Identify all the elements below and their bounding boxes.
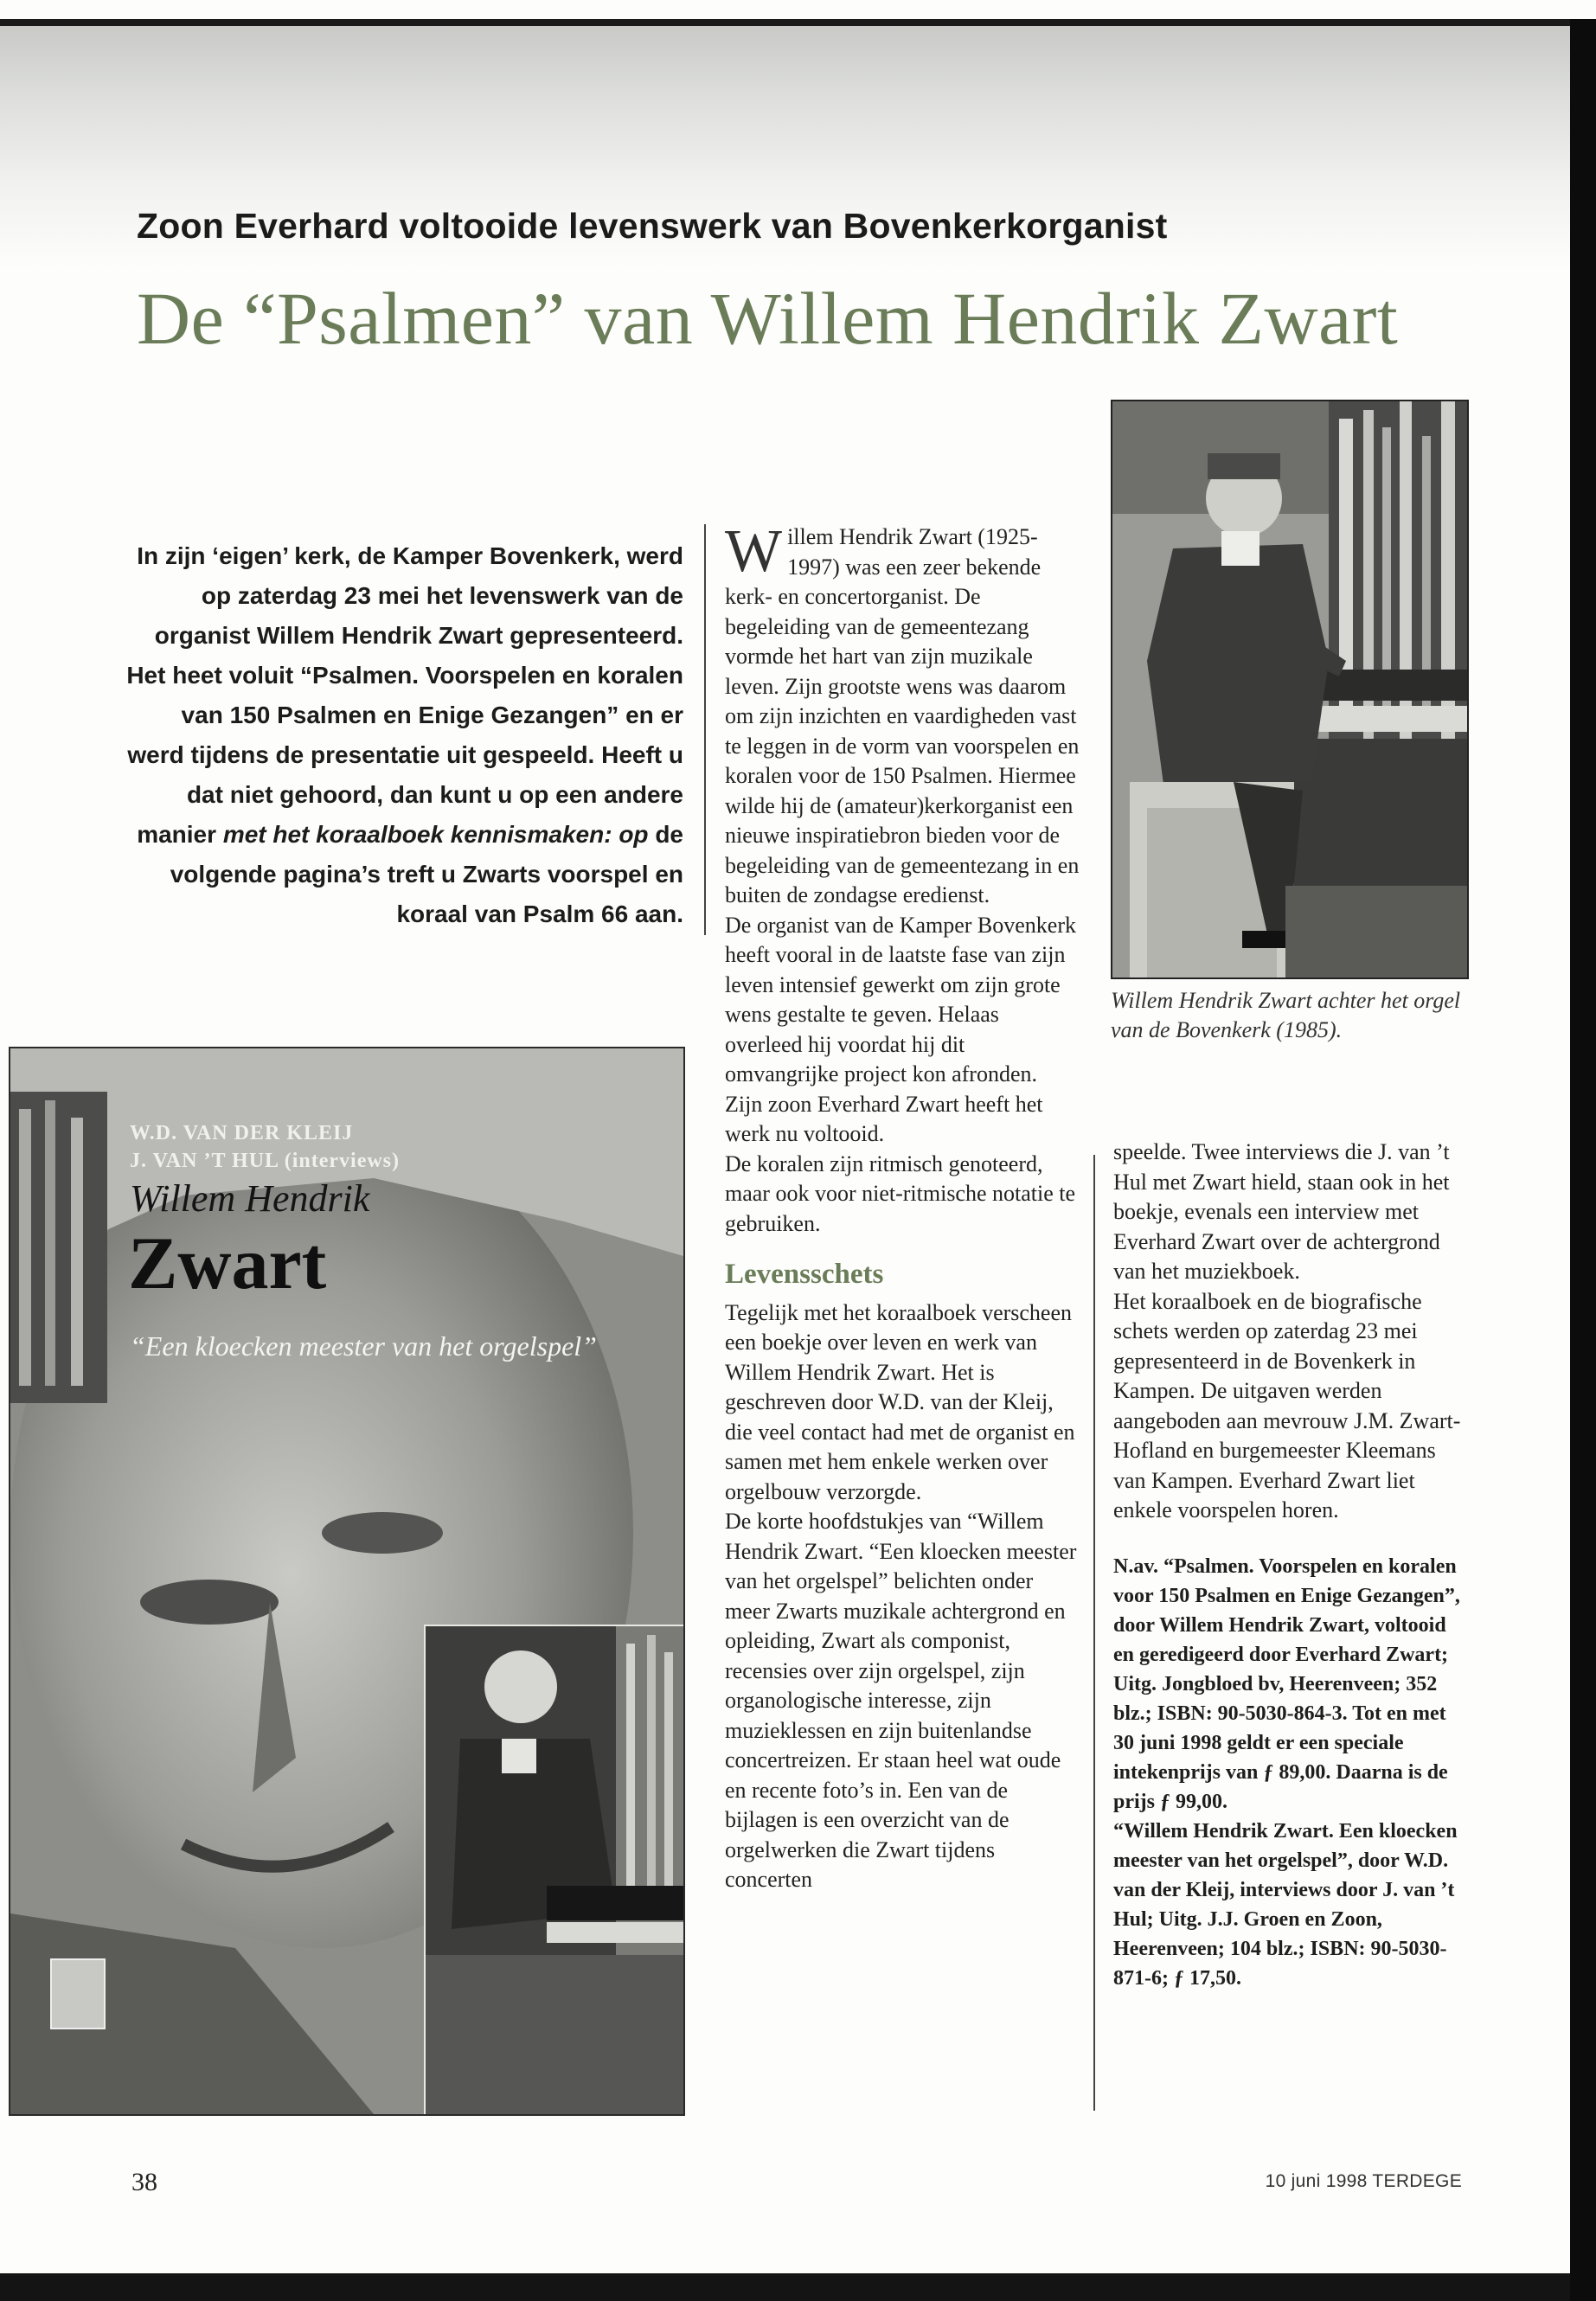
organist-photo-image	[1112, 401, 1467, 977]
book-cover-authors	[130, 1119, 614, 1175]
photo-caption: Willem Hendrik Zwart achter het orgel van de Bovenkerk (1985).	[1111, 988, 1461, 1042]
body-column-2	[1113, 1138, 1468, 1993]
scan-edge-top	[0, 19, 1570, 26]
scan-edge-bottom	[0, 2273, 1570, 2301]
issue-line: 10 juni 1998 TERDEGE	[1265, 2171, 1462, 2191]
book-cover-author-2: J. VAN ’T HUL (interviews)	[130, 1150, 401, 1172]
paragraph-4: Tegelijk met het koraalboek verscheen een boekje over leven en werk van Willem Hendrik Zwart. Het is geschreven door W.D. van der Kleij, die veel contact had met de organist en samen met hem enkele werken over orgelbouw verzorgde.	[725, 1299, 1075, 1504]
intro-paragraph	[121, 536, 683, 934]
paragraph-1-text: illem Hendrik Zwart (1925-1997) was een zeer bekende kerk- en concertorganist. De begeleiding van de gemeentezang vormde het hart van zijn muzikale leven. Zijn grootste wens was daarom om zijn inzichten en vaardigheden vast te leggen in de vorm van voorspelen en koralen voor de 150 Psalmen. Hiermee wilde hij de (amateur)kerkorganist een nieuwe inspiratiebron bieden voor de begeleiding van de gemeentezang in en buiten de zondagse eredienst.	[725, 524, 1080, 907]
organist-photo	[1111, 400, 1469, 979]
page-number: 38	[131, 2168, 157, 2196]
paragraph-6: speelde. Twee interviews die J. van ’t Hul met Zwart hield, staan ook in het boekje, evenals een interview met Everhard Zwart over de achtergrond van het muziekboek.	[1113, 1139, 1450, 1284]
body-column-1	[725, 518, 1080, 1895]
book-cover-surname: Zwart	[128, 1221, 327, 1304]
bibliography-entry-1: N.av. “Psalmen. Voorspelen en koralen voor 150 Psalmen en Enige Gezangen”, door Willem Hendrik Zwart, voltooid en geredigeerd door Everhard Zwart; Uitg. Jongbloed bv, Heerenveen; 352 blz.; ISBN: 90-5030-864-3. Tot en met 30 juni 1998 geldt er een speciale intekenprijs van ƒ 89,00. Daarna is de prijs ƒ 99,00.	[1113, 1554, 1460, 1813]
paragraph-2: De organist van de Kamper Bovenkerk heeft vooral in de laatste fase van zijn leven intensief gewerkt om zijn grote wens gestalte te geven. Helaas overleed hij voordat hij dit omvangrijke project kon afronden. Zijn zoon Everhard Zwart heeft het werk nu voltooid.	[725, 912, 1077, 1146]
bibliography	[1113, 1552, 1468, 1993]
column-rule-right	[1093, 1155, 1095, 2111]
paragraph-5: De korte hoofdstukjes van “Willem Hendrik Zwart. “Een kloecken meester van het orgelspel” belichten onder meer Zwarts muzikale achtergrond en opleiding, Zwart als componist, recensies over zijn orgelspel, zijn organologische interesse, zijn muzieklessen en zijn buitenlandse concertreizen. Er staan heel wat oude en recente foto’s in. Een van de bijlagen is een overzicht van de orgelwerken die Zwart tijdens concerten	[725, 1509, 1077, 1892]
bibliography-entry-2: “Willem Hendrik Zwart. Een kloecken meester van het orgelspel”, door W.D. van der Kleij, interviews door J. van ’t Hul; Uitg. J.J. Groen en Zoon, Heerenveen; 104 blz.; ISBN: 90-5030-871-6; ƒ 17,50.	[1113, 1819, 1458, 1990]
inset-organist-image	[426, 1626, 683, 2114]
paragraph-7: Het koraalboek en de biografische schets werden op zaterdag 23 mei gepresenteerd in de Bovenkerk in Kampen. De uitgaven werden aangeboden aan mevrouw J.M. Zwart-Hofland en burgemeester Kleemans van Kampen. Everhard Zwart liet enkele voorspelen horen.	[1113, 1288, 1461, 1522]
section-heading: Levensschets	[725, 1259, 884, 1290]
intro-text-part3: de volgende pagina’s treft u Zwarts voorspel en koraal van Psalm 66 aan.	[170, 821, 683, 927]
intro-text-part2: met het koraalboek kennismaken: op	[222, 821, 649, 848]
article-subtitle: Zoon Everhard voltooide levenswerk van Bovenkerkorganist	[137, 206, 1168, 246]
article-title: De “Psalmen” van Willem Hendrik Zwart	[137, 277, 1399, 360]
intro-text-part1: In zijn ‘eigen’ kerk, de Kamper Bovenkerk, werd op zaterdag 23 mei het levenswerk van de organist Willem Hendrik Zwart gepresenteerd. Het heet voluit “Psalmen. Voorspelen en koralen van 150 Psalmen en Enige Gezangen” en er werd tijdens de presentatie uit gespeeld. Heeft u dat niet gehoord, dan kunt u op een andere manier	[126, 542, 683, 848]
book-cover-name: Willem Hendrik	[130, 1177, 370, 1220]
book-cover-inset-photo	[424, 1625, 685, 2116]
drop-cap: W	[725, 518, 783, 585]
paragraph-1	[725, 518, 1080, 911]
book-cover-subtitle: “Een kloecken meester van het orgelspel”	[130, 1330, 597, 1362]
book-cover-author-1: W.D. VAN DER KLEIJ	[130, 1122, 354, 1144]
book-cover-image	[9, 1047, 685, 2116]
scan-edge-right	[1570, 19, 1596, 2301]
paragraph-3: De koralen zijn ritmisch genoteerd, maar ook voor niet-ritmische notatie te gebruiken.	[725, 1150, 1076, 1236]
publisher-logo-icon	[50, 1958, 106, 2029]
column-rule-left	[704, 524, 706, 935]
